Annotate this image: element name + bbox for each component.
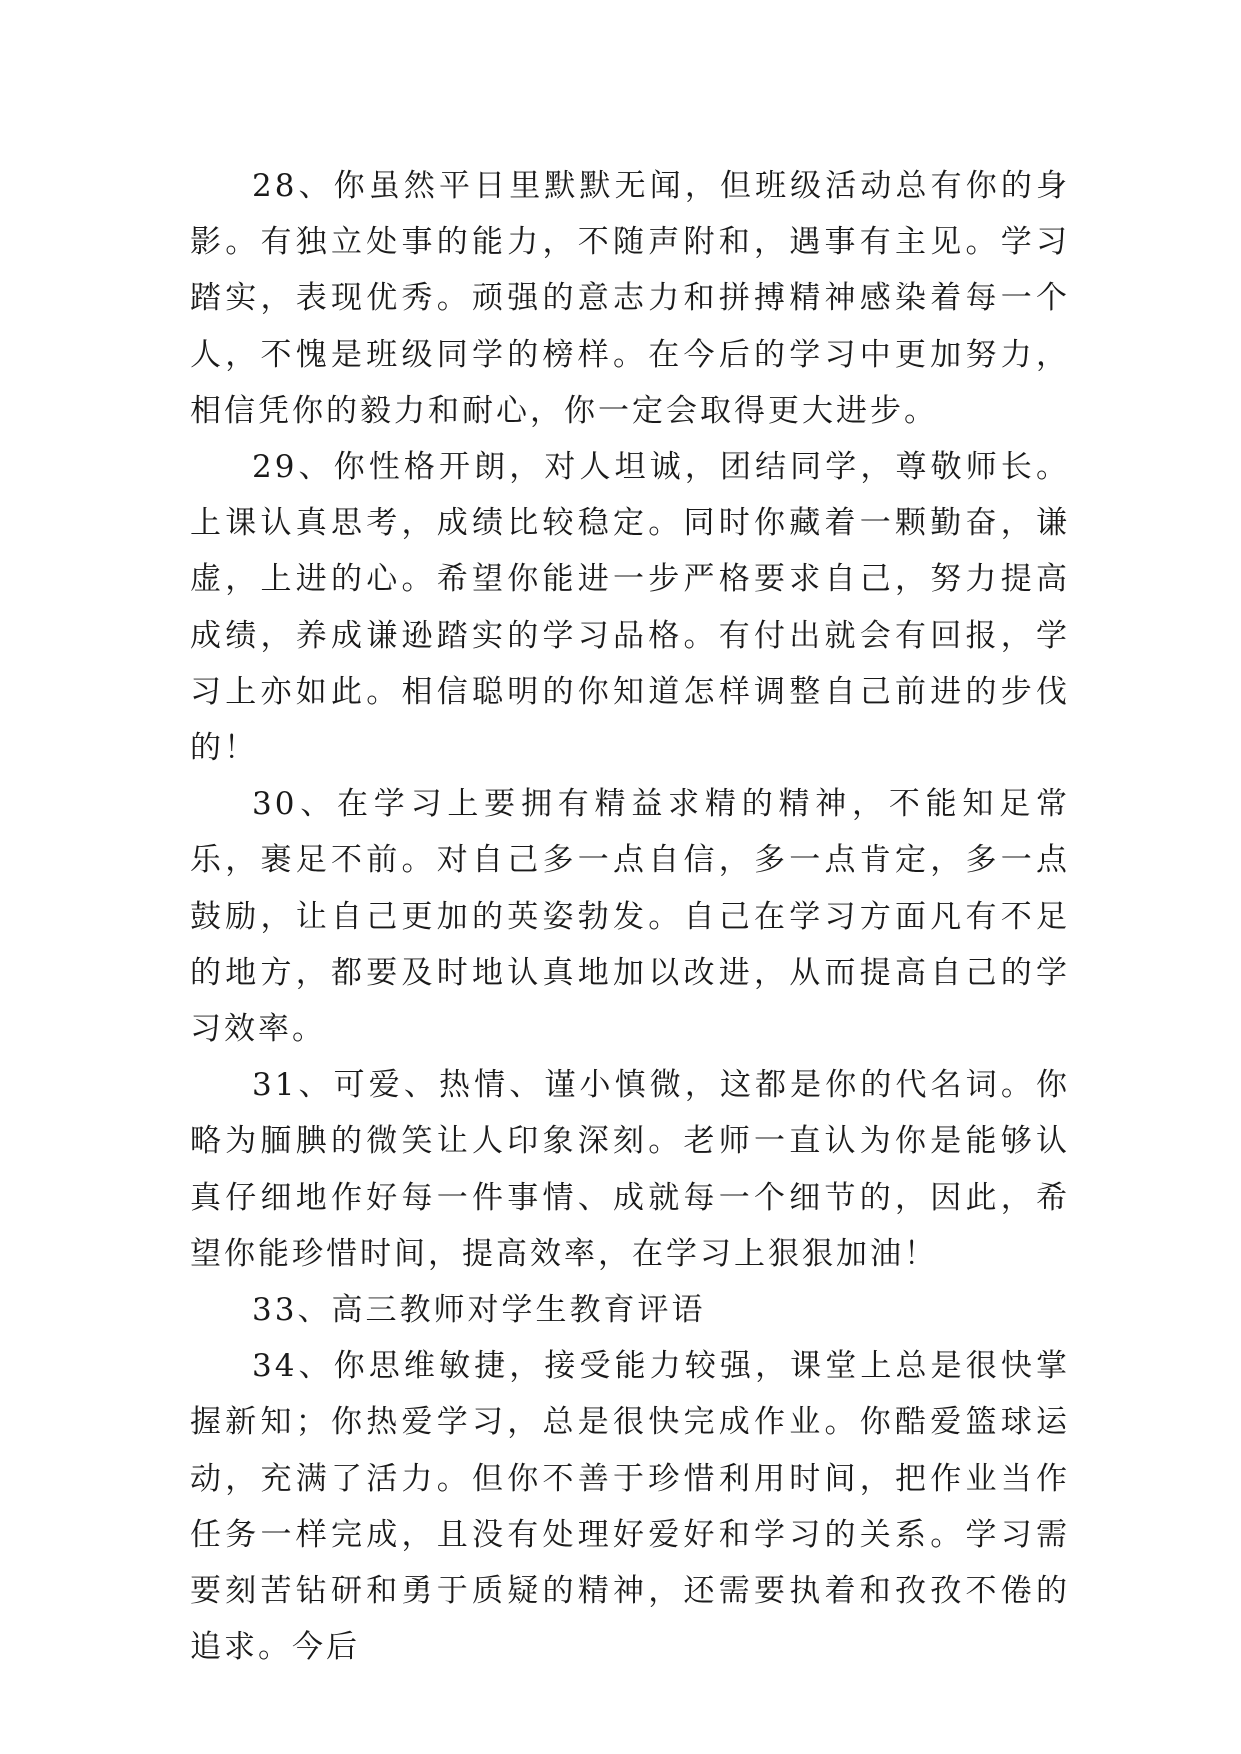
paragraph-34: 34、你思维敏捷，接受能力较强，课堂上总是很快掌握新知；你热爱学习，总是很快完成作业。你酷爱篮球运动，充满了活力。但你不善于珍惜利用时间，把作业当作任务一样完成，且没有处理好爱好和学习的关系。学习需要刻苦钻研和勇于质疑的精神，还需要执着和孜孜不倦的追求。今后 — [190, 1348, 1070, 1666]
paragraph-33-heading: 33、高三教师对学生教育评语 — [252, 1292, 706, 1329]
paragraph-29: 29、你性格开朗，对人坦诚，团结同学，尊敬师长。上课认真思考，成绩比较稳定。同时你藏着一颗勤奋，谦虚，上进的心。希望你能进一步严格要求自己，努力提高成绩，养成谦逊踏实的学习品格。有付出就会有回报，学习上亦如此。相信聪明的你知道怎样调整自己前进的步伐的！ — [190, 449, 1070, 767]
paragraph-28: 28、你虽然平日里默默无闻，但班级活动总有你的身影。有独立处事的能力，不随声附和，遇事有主见。学习踏实，表现优秀。顽强的意志力和拼搏精神感染着每一个人，不愧是班级同学的榜样。在今后的学习中更加努力，相信凭你的毅力和耐心，你一定会取得更大进步。 — [190, 168, 1070, 429]
paragraph-31: 31、可爱、热情、谨小慎微，这都是你的代名词。你略为腼腆的微笑让人印象深刻。老师一直认为你是能够认真仔细地作好每一件事情、成就每一个细节的，因此，希望你能珍惜时间，提高效率，在学习上狠狠加油！ — [190, 1067, 1070, 1272]
document-body — [190, 158, 1070, 1675]
paragraph-30: 30、在学习上要拥有精益求精的精神，不能知足常乐，裹足不前。对自己多一点自信，多一点肯定，多一点鼓励，让自己更加的英姿勃发。自己在学习方面凡有不足的地方，都要及时地认真地加以改进，从而提高自己的学习效率。 — [190, 786, 1070, 1048]
